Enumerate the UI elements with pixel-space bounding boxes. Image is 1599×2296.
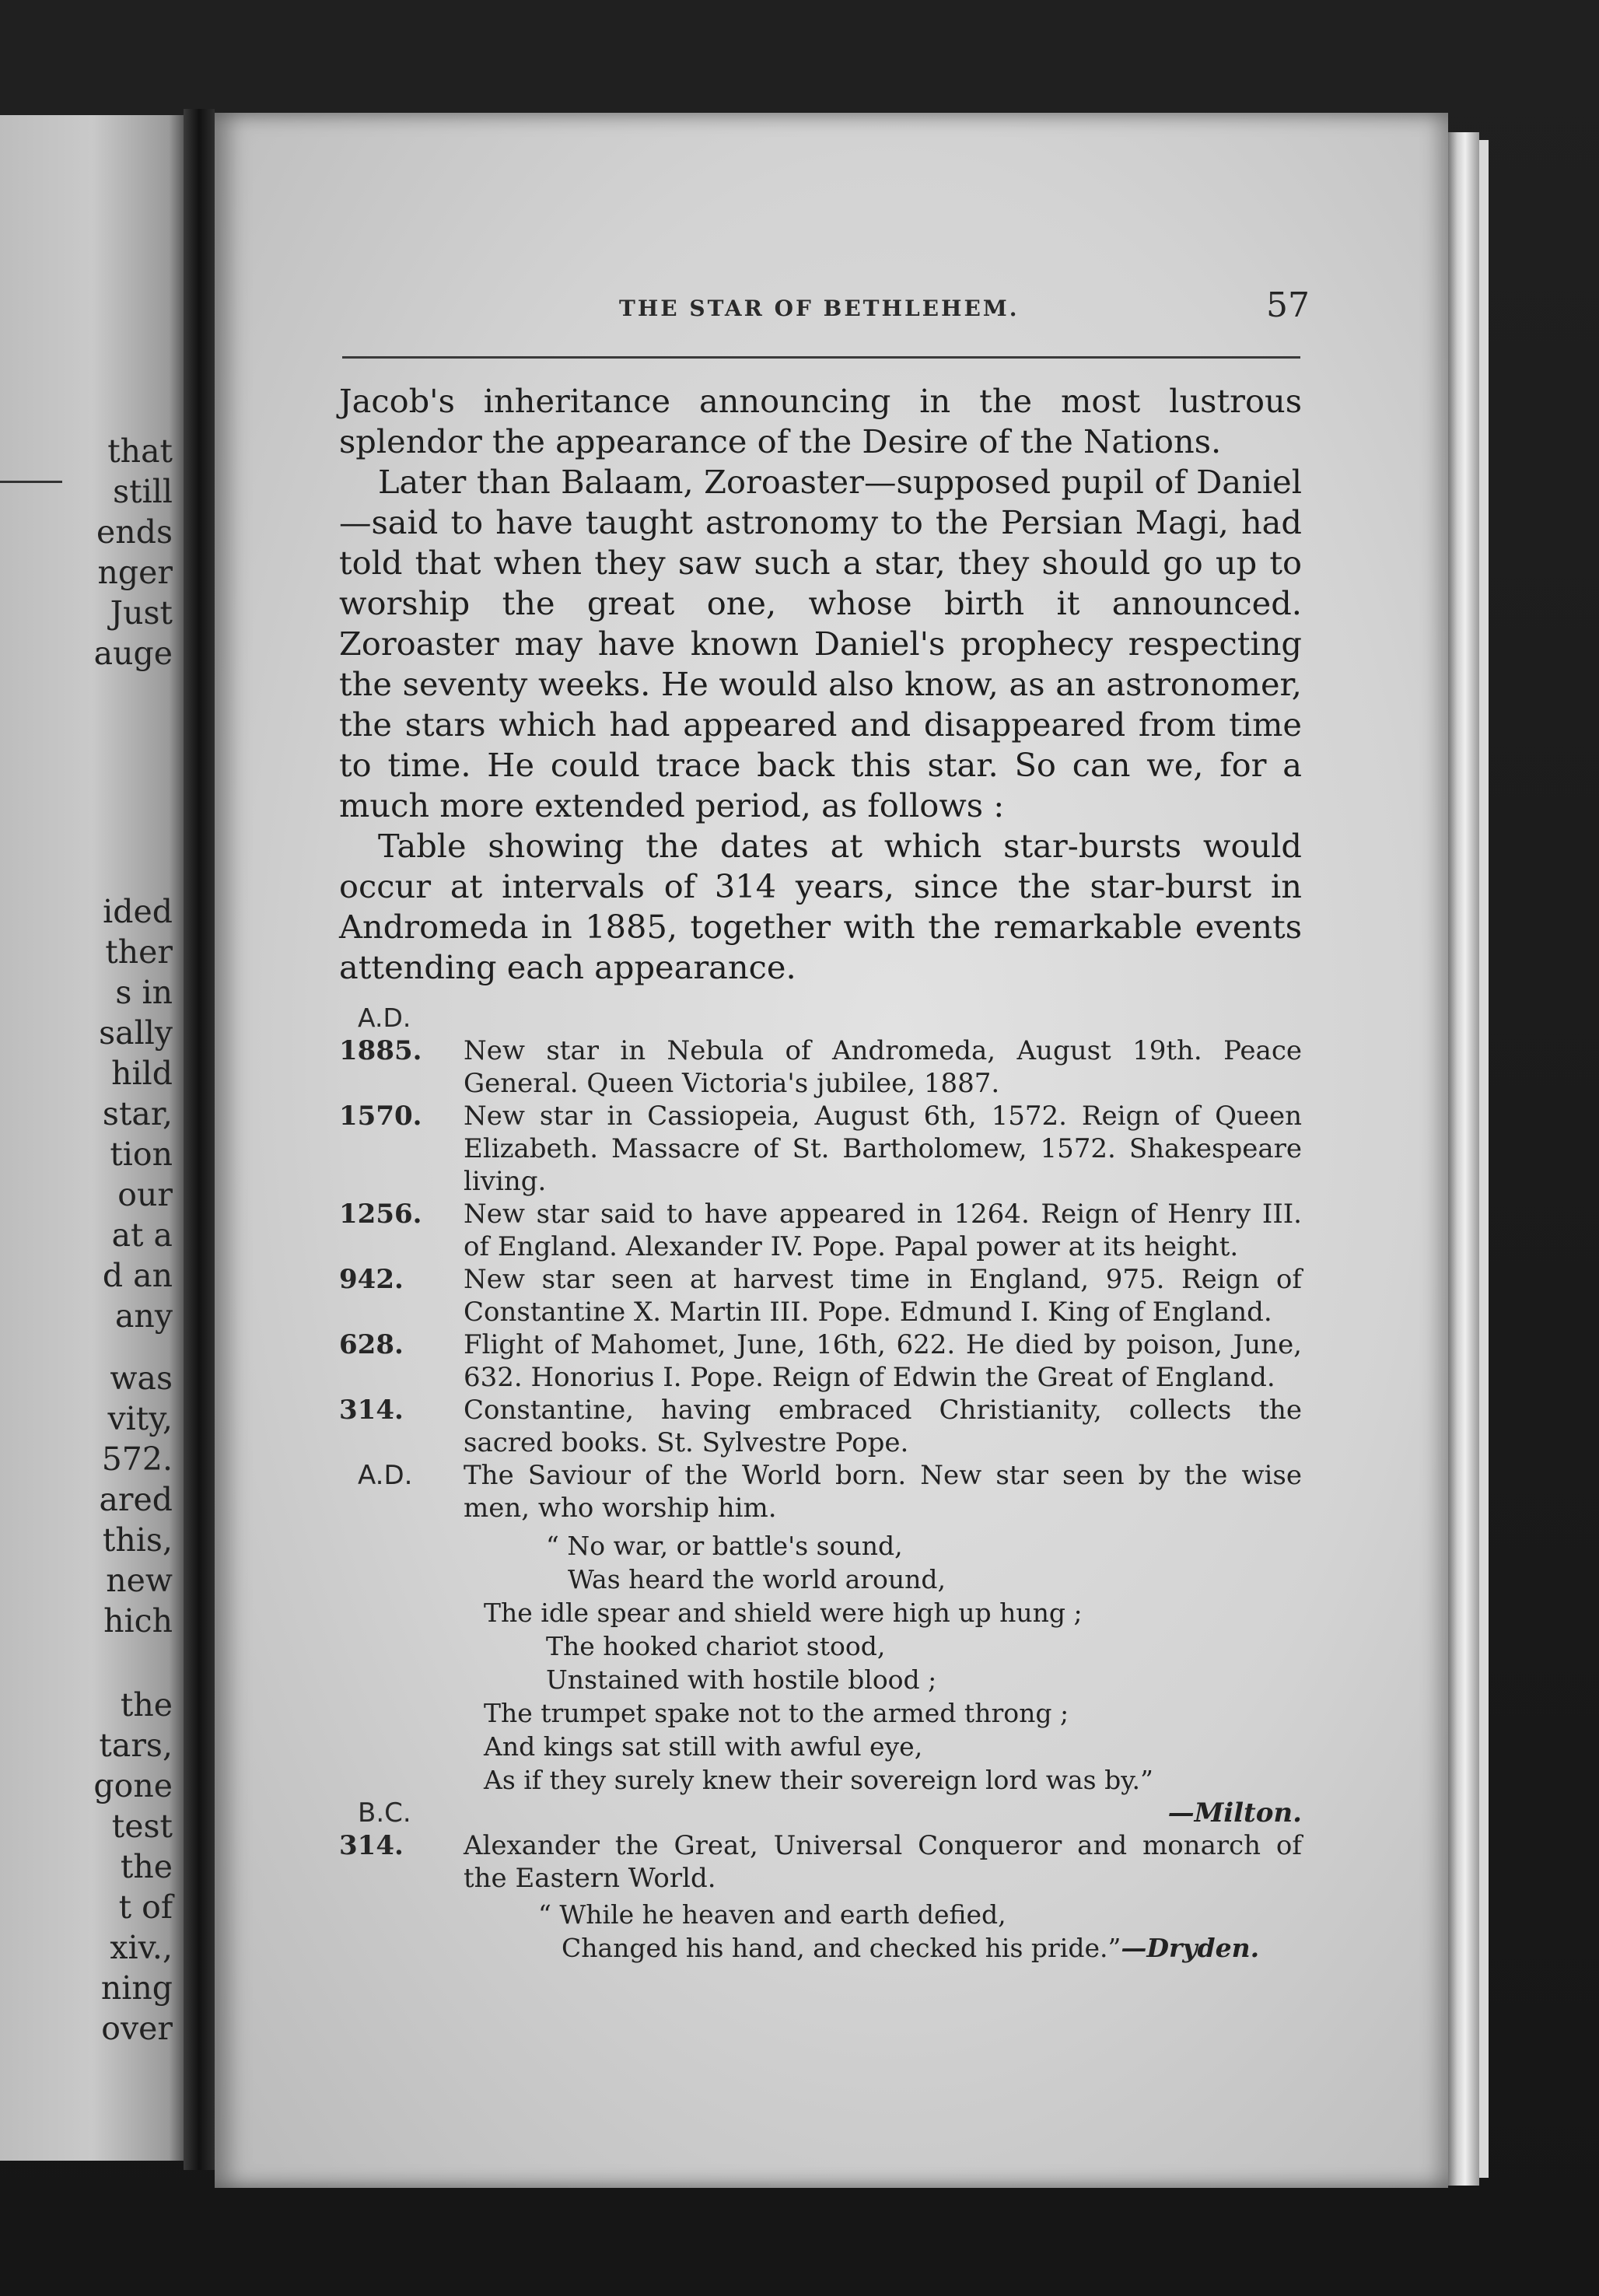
left-page-word: gone (93, 1767, 173, 1804)
book-gutter (184, 109, 215, 2170)
page-number: 57 (1266, 285, 1310, 325)
entry-year: 1256. (339, 1199, 422, 1230)
entry-text: New star seen at harvest time in England, 975. Reign of Constantine X. Martin III. Pope. Edmund I. King of England. (464, 1264, 1302, 1328)
left-page-word: Just (110, 594, 173, 632)
bc-label-row (339, 1797, 1302, 1829)
page-edge-inner (1479, 140, 1489, 2178)
left-page-word: nger (97, 554, 173, 591)
era-label-bc: B.C. (358, 1797, 411, 1829)
left-page-word: sally (99, 1014, 173, 1052)
entry-text: New star in Cassiopeia, August 6th, 1572. Reign of Queen Elizabeth. Massacre of St. Bartholomew, 1572. Shakespeare living. (464, 1101, 1302, 1197)
left-page-word: 572. (101, 1440, 173, 1478)
poem-line (538, 1931, 1302, 1965)
left-page-word: the (120, 1848, 173, 1885)
table-row (339, 1328, 1302, 1394)
poem-line-text: Changed his hand, and checked his pride.” (562, 1933, 1121, 1963)
left-page-word: t of (118, 1888, 173, 1926)
poem-line: Unstained with hostile blood ; (546, 1664, 937, 1695)
left-facing-page (0, 115, 184, 2161)
left-page-word: tion (110, 1136, 173, 1173)
table-row (339, 1263, 1302, 1328)
entry-year: 1570. (339, 1101, 422, 1132)
left-page-word: hild (111, 1055, 173, 1092)
left-page-word: auge (93, 635, 173, 672)
left-page-word: d an (102, 1257, 173, 1294)
table-row (339, 1198, 1302, 1263)
left-page-word: s in (115, 974, 173, 1011)
entry-year: 314. (339, 1395, 404, 1426)
milton-attribution: —Milton. (1167, 1797, 1302, 1829)
left-page-word: was (110, 1360, 173, 1397)
left-page-word: our (117, 1176, 173, 1213)
poem-line: The idle spear and shield were high up hung ; (484, 1598, 1083, 1628)
left-page-word: the (120, 1686, 173, 1724)
entry-text: New star in Nebula of Andromeda, August 19th. Peace General. Queen Victoria's jubilee, 1887. (464, 1035, 1302, 1099)
poem-line: As if they surely knew their sovereign lord was by.” (484, 1765, 1153, 1795)
header-rule (342, 356, 1300, 359)
left-page-word: ared (99, 1481, 173, 1518)
table-row (339, 1100, 1302, 1198)
left-page-word: at a (111, 1216, 173, 1254)
left-page-word: this, (102, 1521, 173, 1559)
entry-text: Constantine, having embraced Christianity, collects the sacred books. St. Sylvestre Pope. (464, 1395, 1302, 1458)
left-page-word: star, (102, 1095, 173, 1132)
paragraph: Later than Balaam, Zoroaster—supposed pupil of Daniel—said to have taught astronomy to the Persian Magi, had told that when they saw such a star, they should go up to worship the great one, whose birth it announced. Zoroaster may have known Daniel's prophecy respecting the seventy weeks. He would also know, as an astronomer, the stars which had appeared and disappeared from time to time. He could trace back this star. So can we, for a much more extended period, as follows : (339, 463, 1302, 824)
left-page-word: that (107, 432, 173, 470)
entry-text: Flight of Mahomet, June, 16th, 622. He died by poison, June, 632. Honorius I. Pope. Reign of Edwin the Great of England. (464, 1329, 1302, 1393)
page-edge (1448, 132, 1479, 2186)
left-page-word: xiv., (110, 1929, 173, 1966)
poem-line: Was heard the world around, (568, 1564, 946, 1594)
poem-line: “ No war, or battle's sound, (546, 1531, 903, 1561)
dryden-attribution: —Dryden. (1121, 1933, 1260, 1963)
entry-text: The Saviour of the World born. New star seen by the wise men, who worship him. (464, 1460, 1302, 1524)
poem-line: The hooked chariot stood, (546, 1631, 886, 1661)
dryden-poem (538, 1898, 1302, 1965)
table-row (339, 1459, 1302, 1524)
era-label-ad: A.D. (358, 1003, 411, 1033)
poem-line: “ While he heaven and earth defied, (538, 1899, 1006, 1930)
running-head: THE STAR OF BETHLEHEM. (619, 296, 1020, 321)
left-page-word: ther (105, 933, 173, 971)
entry-year: 1885. (339, 1035, 422, 1066)
left-page-word: test (111, 1808, 173, 1845)
poem-line: And kings sat still with awful eye, (484, 1731, 923, 1762)
table-row (339, 1034, 1302, 1100)
left-page-word: ends (96, 513, 173, 551)
table-row (339, 1394, 1302, 1459)
left-page-word: hich (103, 1602, 173, 1640)
paragraph: Table showing the dates at which star-bursts would occur at intervals of 314 years, since the star-burst in Andromeda in 1885, together with the remarkable events attending each appearance. (339, 827, 1302, 986)
left-page-word: still (113, 473, 173, 510)
paragraph: Jacob's inheritance announcing in the most lustrous splendor the appearance of the Desire of the Nations. (339, 382, 1302, 460)
entry-year: 628. (339, 1329, 404, 1360)
left-page-word: over (101, 2010, 173, 2047)
entry-year: 314. (339, 1830, 404, 1861)
entry-text: New star said to have appeared in 1264. Reign of Henry III. of England. Alexander IV. Pope. Papal power at its height. (464, 1199, 1302, 1262)
table-row (339, 1829, 1302, 1895)
left-page-word: new (106, 1562, 173, 1599)
left-page-word: tars, (99, 1727, 173, 1764)
milton-poem (484, 1529, 1302, 1797)
entry-year: A.D. (358, 1460, 413, 1491)
left-page-word: ning (100, 1969, 173, 2007)
left-page-rule (0, 481, 62, 483)
page-body (339, 381, 1302, 1965)
entry-text: Alexander the Great, Universal Conqueror and monarch of the Eastern World. (464, 1830, 1302, 1894)
left-page-word: ided (103, 893, 173, 930)
left-page-word: any (114, 1297, 173, 1335)
left-page-word: vity, (107, 1400, 173, 1437)
poem-line: The trumpet spake not to the armed throng ; (484, 1698, 1069, 1728)
entry-year: 942. (339, 1264, 404, 1295)
